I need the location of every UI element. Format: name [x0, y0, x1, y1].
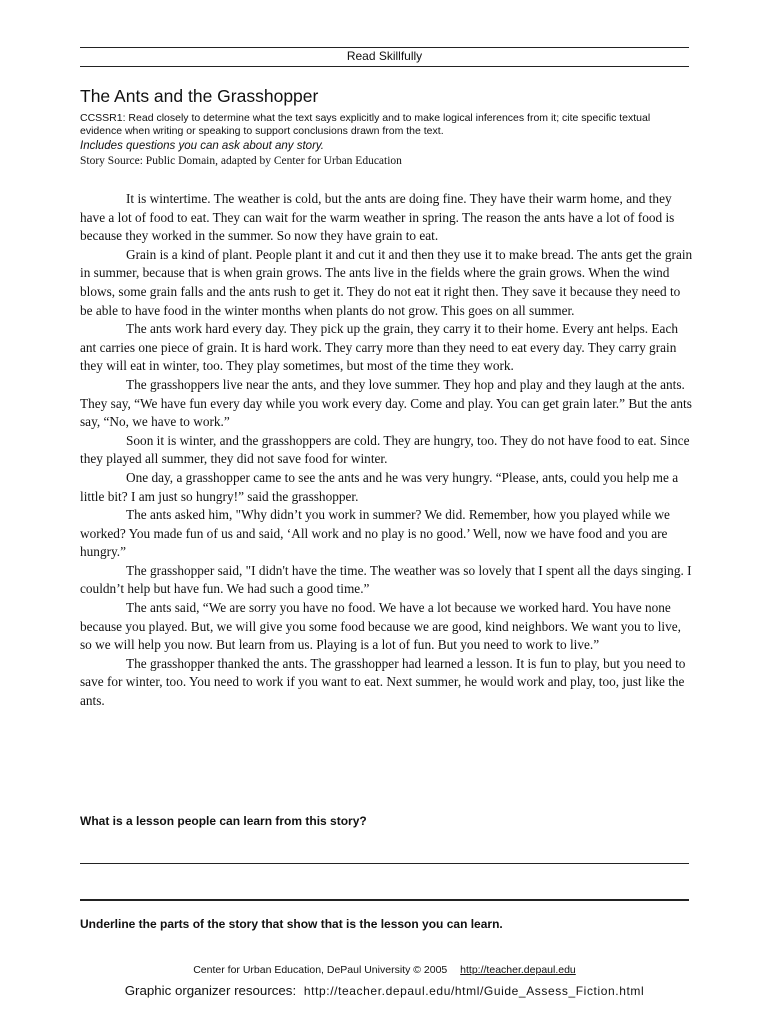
story-paragraph: The ants said, “We are sorry you have no food. We have a lot because we worked hard. You have none because you played. But, we will give you some food because we are good, kind neighbors. We want you to live, so we will help you now. But learn from us. Playing is a lot of fun. But you need to work to live.” [80, 600, 681, 653]
header-bottom-rule [80, 66, 689, 67]
story-paragraph: The ants work hard every day. They pick up the grain, they carry it to their home. Every ant helps. Each ant carries one piece of grain. It is hard work. They carry more than they need to eat every day. They carry grain they will eat in winter, too. They play sometimes, but most of the time they work. [80, 321, 679, 374]
underline-instruction: Underline the parts of the story that show that is the lesson you can learn. [80, 917, 503, 931]
story-paragraph: The grasshoppers live near the ants, and they love summer. They hop and play and they laugh at the ants. They say, “We have fun every day while you work every day. Come and play. You can get grain later.” But the ants say, “No, we have to work.” [80, 376, 692, 430]
resources-label: Graphic organizer resources: [124, 983, 297, 998]
story-paragraph: Soon it is winter, and the grasshoppers are cold. They are hungry, too. They do not have food to eat. Since they played all summer, they did not save food for winter. [80, 432, 690, 467]
story-paragraph: The grasshopper said, "I didn't have the time. The weather was so lovely that I spent all the days singing. I couldn’t help but have fun. We had such a good time.” [80, 562, 692, 597]
story-body [80, 190, 695, 711]
lesson-question: What is a lesson people can learn from this story? [80, 814, 367, 828]
story-paragraph: The ants asked him, "Why didn’t you work in summer? We did. Remember, how you played while we worked? You made fun of us and said, ‘All work and no play is no good.’ Well, now we have food and you are hungry.” [80, 507, 670, 560]
footer-credit [80, 964, 689, 977]
story-paragraph: One day, a grasshopper came to see the ants and he was very hungry. “Please, ants, could you help me a little bit? I am just so hungry!” said the grasshopper. [80, 469, 679, 504]
story-paragraph: Grain is a kind of plant. People plant it and cut it and then they use it to make bread. The ants get the grain in summer, because that is when grain grows. The ants live in the fields where the grain grows. When the wind blows, some grain falls and the ants rush to get it. They do not eat it right then. They save it because they need to be able to have food in the winter months when plants do not grow. This goes on all summer. [80, 246, 693, 318]
standard-text: CCSSR1: Read closely to determine what the text says explicitly and to make logical inferences from it; cite specific textual evidence when writing or speaking to support conclusions drawn from the text. [80, 112, 651, 137]
resources-url[interactable]: http://teacher.depaul.edu/html/Guide_Assess_Fiction.html [303, 984, 645, 998]
story-source: Story Source: Public Domain, adapted by Center for Urban Education [80, 155, 402, 167]
story-title: The Ants and the Grasshopper [80, 86, 319, 106]
footer-resources [80, 982, 689, 1000]
answer-line[interactable] [80, 863, 689, 864]
credit-text: Center for Urban Education, DePaul University © 2005 [193, 964, 448, 976]
header-top-rule [80, 47, 689, 48]
story-paragraph: It is wintertime. The weather is cold, but the ants are doing fine. They have their warm home, and they have a lot of food to eat. They can wait for the warm weather in spring. The reason the ants have a lot of food is because they worked in the summer. So now they have grain to eat. [80, 191, 675, 244]
header-title: Read Skillfully [346, 49, 423, 63]
includes-note: Includes questions you can ask about any story. [80, 140, 324, 152]
credit-link[interactable]: http://teacher.depaul.edu [460, 964, 576, 976]
story-paragraph: The grasshopper thanked the ants. The grasshopper had learned a lesson. It is fun to play, but you need to save for winter, too. You need to work if you want to eat. Next summer, he would work and play, too, just like the ants. [80, 655, 686, 709]
section-divider [80, 899, 689, 901]
